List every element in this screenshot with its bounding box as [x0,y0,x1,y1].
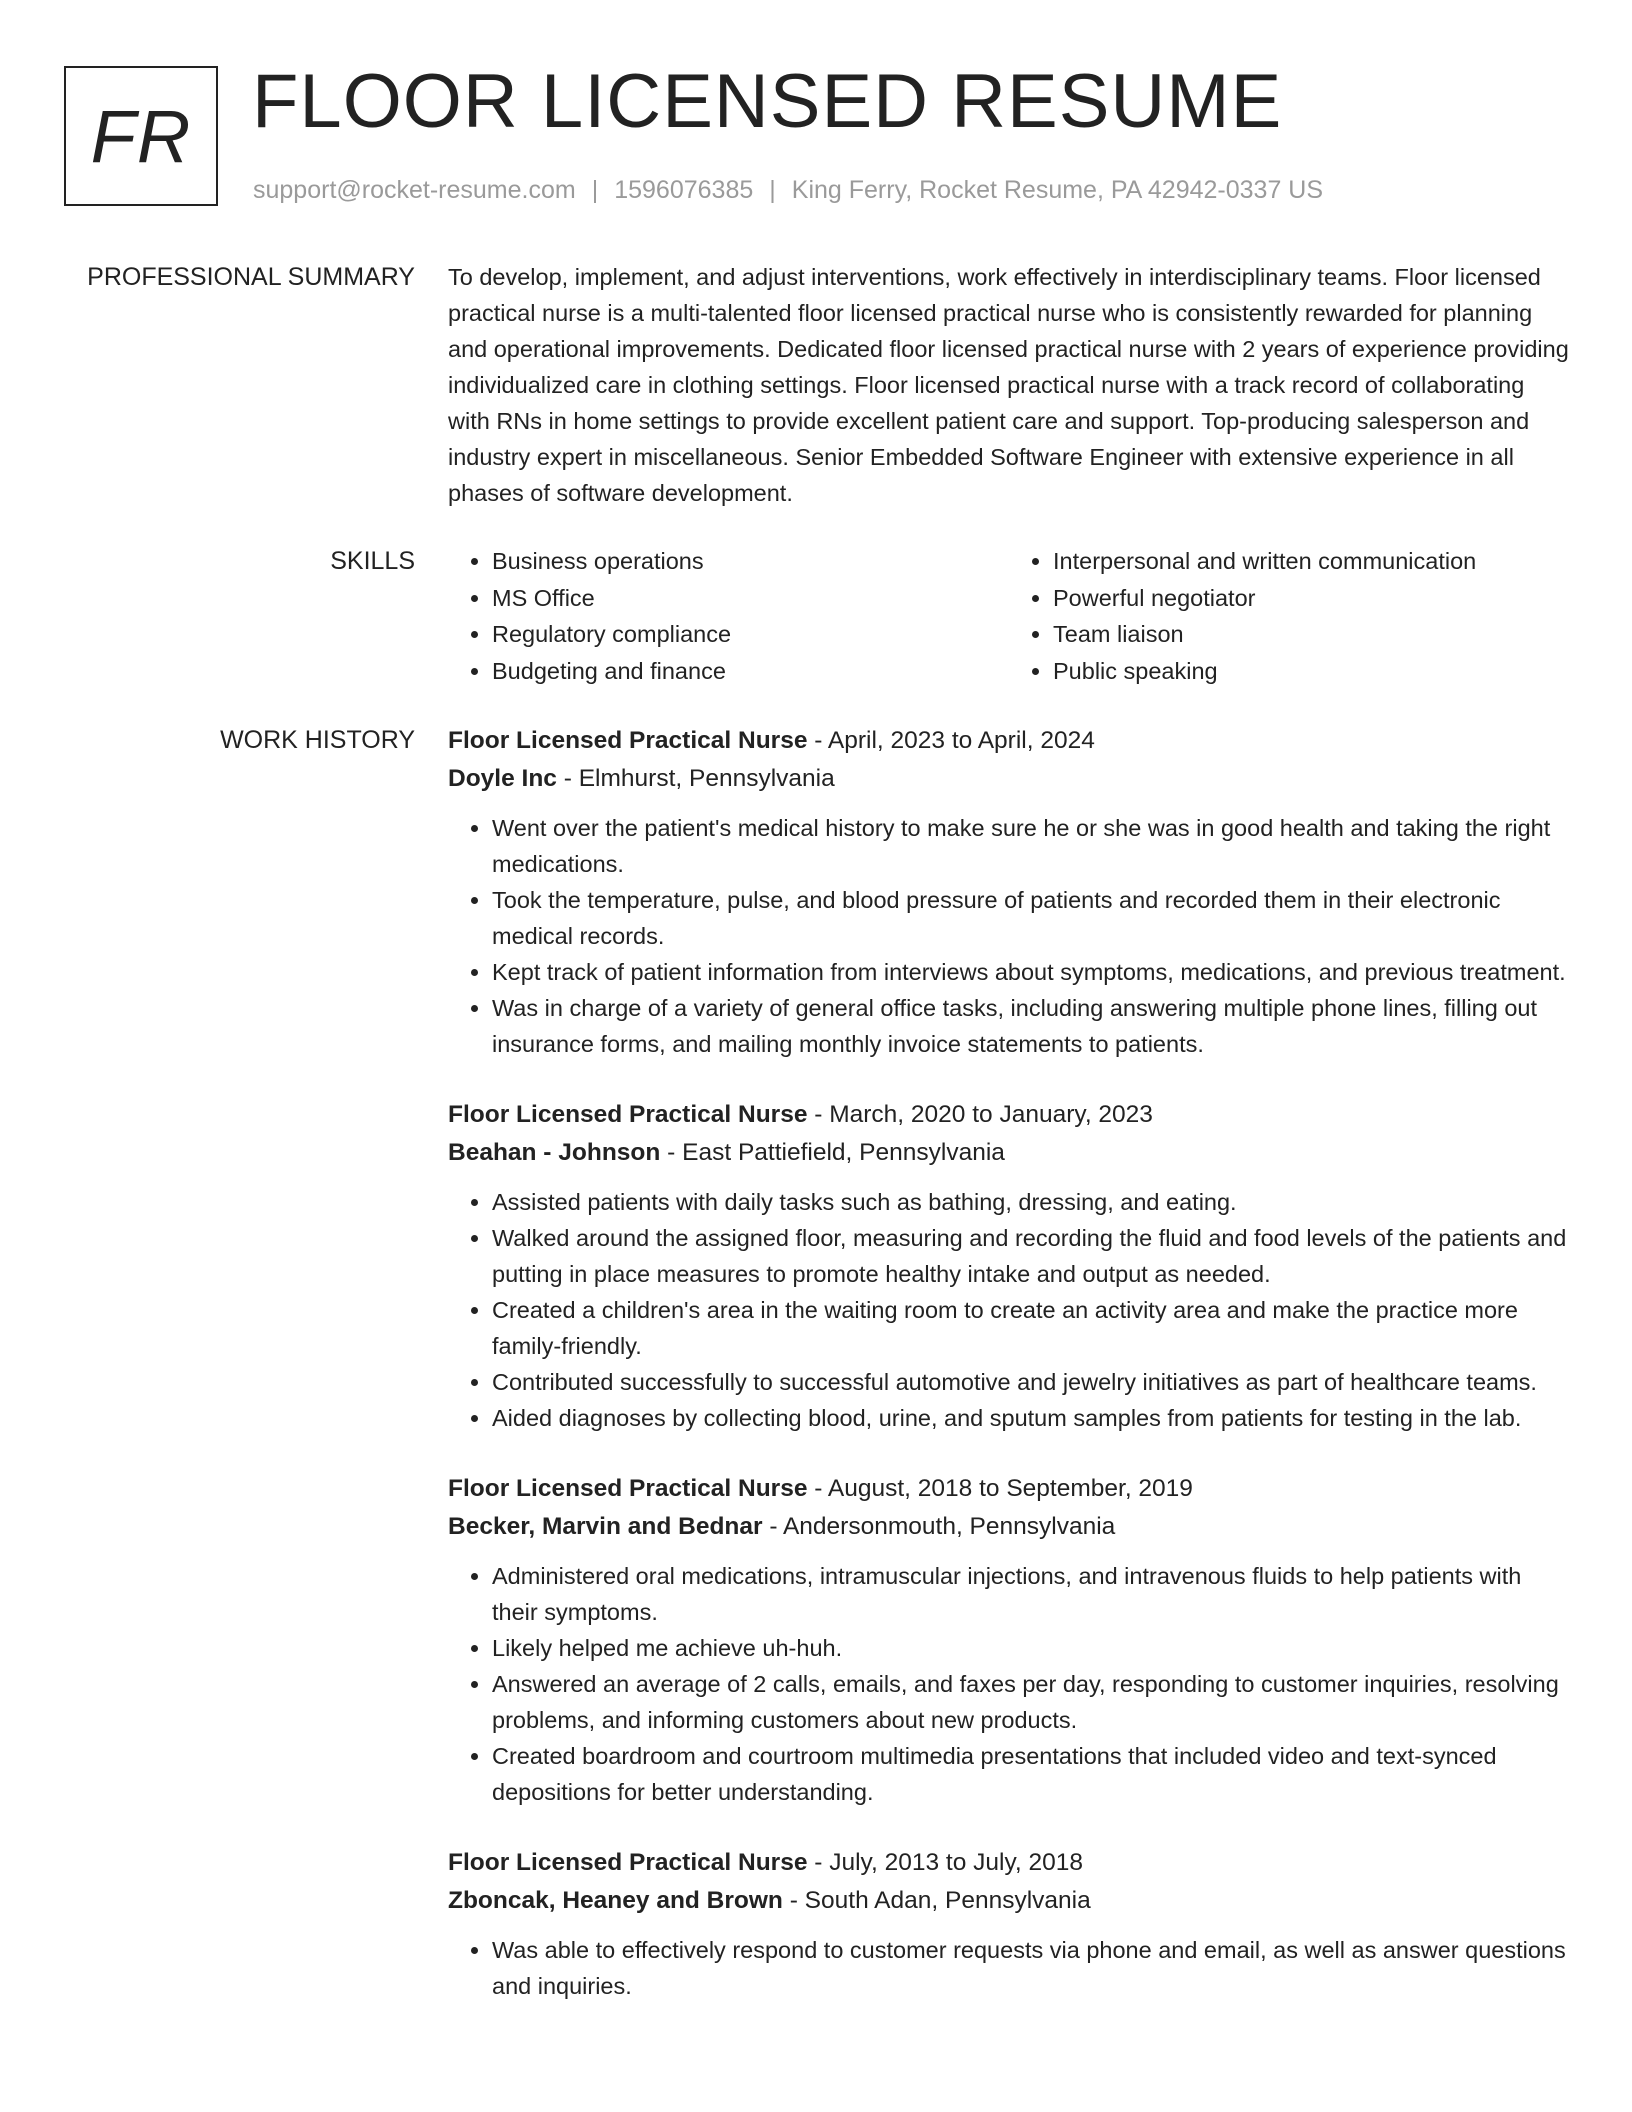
contact-phone: 1596076385 [614,176,754,204]
skill-item: • MS Office [492,580,1009,617]
job-company-line [448,1134,1570,1172]
job-bullet: • Kept track of patient information from interviews about symptoms, medications, and previous treatment. [492,954,1570,990]
job-dates: - April, 2023 to April, 2024 [807,727,1095,754]
skill-item: • Budgeting and finance [492,653,1009,690]
job-company: Zboncak, Heaney and Brown [448,1887,783,1914]
resume-title: FLOOR LICENSED RESUME [252,59,1283,144]
job-bullet: • Took the temperature, pulse, and blood pressure of patients and recorded them in their electronic medical records. [492,882,1570,954]
job-location: - Andersonmouth, Pennsylvania [762,1513,1116,1540]
monogram-box [64,66,218,206]
work-history-body [448,722,1570,2004]
contact-address: King Ferry, Rocket Resume, PA 42942-0337 US [791,176,1324,204]
job-location: - East Pattiefield, Pennsylvania [660,1139,1005,1166]
job-company: Beahan - Johnson [448,1139,661,1166]
job-bullets [448,1558,1570,1810]
job-entry [448,1096,1570,1436]
job-title-line [448,1470,1570,1508]
job-bullet: • Created a children's area in the waiting room to create an activity area and make the practice more family-friendly. [492,1292,1570,1364]
job-company: Doyle Inc [448,765,557,792]
job-location: - South Adan, Pennsylvania [782,1887,1091,1914]
skills-list-right [1009,543,1570,689]
job-bullet: • Was able to effectively respond to customer requests via phone and email, as well as answer questions and inquiries. [492,1932,1570,2004]
job-bullet: • Administered oral medications, intramuscular injections, and intravenous fluids to help patients with their symptoms. [492,1558,1570,1630]
job-bullet: • Assisted patients with daily tasks such as bathing, dressing, and eating. [492,1184,1570,1220]
job-entry [448,1844,1570,2004]
summary-body [448,259,1570,511]
skill-item: • Powerful negotiator [1053,580,1570,617]
job-bullet: • Walked around the assigned floor, measuring and recording the fluid and food levels of the patients and putting in place measures to promote healthy intake and output as needed. [492,1220,1570,1292]
job-company-line [448,760,1570,798]
job-title-line [448,722,1570,760]
job-dates: - August, 2018 to September, 2019 [807,1475,1193,1502]
contact-separator: | [769,176,776,204]
job-bullet: • Aided diagnoses by collecting blood, urine, and sputum samples from patients for testing in the lab. [492,1400,1570,1436]
contact-line [253,174,1323,206]
job-bullet: • Likely helped me achieve uh-huh. [492,1630,1570,1666]
summary-text: To develop, implement, and adjust interventions, work effectively in interdisciplinary teams. Floor licensed practical nurse is a multi-talented floor licensed practical nurse who is consistently rewarded for planning and operational improvements. Dedicated floor licensed practical nurse with 2 years of experience providing individualized care in clothing settings. Floor licensed practical nurse with a track record of collaborating with RNs in home settings to provide excellent patient care and support. Top-producing salesperson and industry expert in miscellaneous. Senior Embedded Software Engineer with extensive experience in all phases of software development. [448,264,1569,506]
job-title: Floor Licensed Practical Nurse [448,1475,808,1502]
job-entry [448,1470,1570,1810]
contact-email: support@rocket-resume.com [253,176,576,204]
skills-heading: SKILLS [330,547,415,575]
job-bullet: • Answered an average of 2 calls, emails, and faxes per day, responding to customer inquiries, resolving problems, and informing customers about new products. [492,1666,1570,1738]
job-dates: - July, 2013 to July, 2018 [807,1849,1084,1876]
job-title-line [448,1096,1570,1134]
job-bullet: • Was in charge of a variety of general office tasks, including answering multiple phone lines, filling out insurance forms, and mailing monthly invoice statements to patients. [492,990,1570,1062]
job-company-line [448,1882,1570,1920]
job-bullets [448,1184,1570,1436]
job-dates: - March, 2020 to January, 2023 [807,1101,1153,1128]
job-title: Floor Licensed Practical Nurse [448,1101,808,1128]
skills-columns [448,543,1570,689]
job-company: Becker, Marvin and Bednar [448,1513,763,1540]
skill-item: • Interpersonal and written communication [1053,543,1570,580]
skill-item: • Regulatory compliance [492,616,1009,653]
job-bullet: • Went over the patient's medical history to make sure he or she was in good health and taking the right medications. [492,810,1570,882]
job-title: Floor Licensed Practical Nurse [448,1849,808,1876]
job-company-line [448,1508,1570,1546]
job-bullets [448,1932,1570,2004]
job-title: Floor Licensed Practical Nurse [448,727,808,754]
job-title-line [448,1844,1570,1882]
skill-item: • Business operations [492,543,1009,580]
job-bullet: • Contributed successfully to successful automotive and jewelry initiatives as part of healthcare teams. [492,1364,1570,1400]
contact-separator: | [591,176,599,204]
skills-list-left [448,543,1009,689]
monogram-initials: FR [90,94,192,178]
work-history-heading: WORK HISTORY [220,726,415,754]
skill-item: • Team liaison [1053,616,1570,653]
job-bullets [448,810,1570,1062]
skill-item: • Public speaking [1053,653,1570,690]
job-location: - Elmhurst, Pennsylvania [556,765,835,792]
summary-heading: PROFESSIONAL SUMMARY [87,263,415,291]
job-entry [448,722,1570,1062]
job-bullet: • Created boardroom and courtroom multimedia presentations that included video and text-synced depositions for better understanding. [492,1738,1570,1810]
skills-body [448,543,1570,689]
